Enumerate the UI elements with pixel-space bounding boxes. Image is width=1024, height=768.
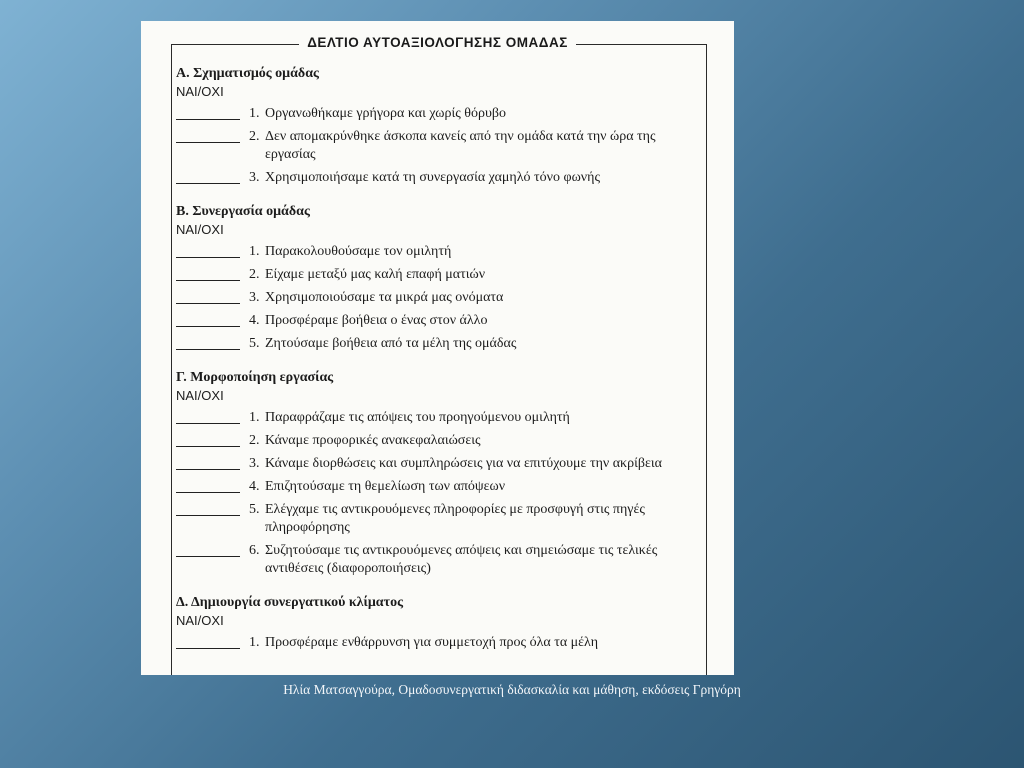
item-number: 1. bbox=[249, 106, 260, 121]
checklist-item bbox=[176, 312, 696, 330]
checklist-item bbox=[176, 105, 696, 123]
checklist-item bbox=[176, 243, 696, 261]
item-number: 2. bbox=[249, 433, 260, 448]
form-content bbox=[176, 65, 696, 668]
item-text: Κάναμε προφορικές ανακεφαλαιώσεις bbox=[265, 433, 481, 448]
item-text: Ελέγχαμε τις αντικρουόμενες πληροφορίες με προσφυγή στις πηγές πληροφόρησης bbox=[265, 502, 645, 535]
section-title: Γ. Μορφοποίηση εργασίας bbox=[176, 370, 334, 385]
section-title: Α. Σχηματισμός ομάδας bbox=[176, 66, 319, 81]
answer-blank-line bbox=[176, 501, 240, 516]
item-text: Επιζητούσαμε τη θεμελίωση των απόψεων bbox=[265, 479, 506, 494]
checklist-item bbox=[176, 432, 696, 450]
item-text: Ζητούσαμε βοήθεια από τα μέλη της ομάδας bbox=[265, 336, 517, 351]
item-number: 3. bbox=[249, 290, 260, 305]
item-number: 2. bbox=[249, 129, 260, 144]
item-text: Συζητούσαμε τις αντικρουόμενες απόψεις και σημειώσαμε τις τελικές αντιθέσεις (διαφοροποιήσεις) bbox=[265, 543, 658, 576]
checklist-item bbox=[176, 335, 696, 353]
yes-no-label: ΝΑΙ/ΟΧΙ bbox=[176, 222, 224, 237]
form-section bbox=[176, 369, 696, 578]
answer-blank-line bbox=[176, 335, 240, 350]
item-number: 1. bbox=[249, 410, 260, 425]
item-text: Προσφέραμε βοήθεια ο ένας στον άλλο bbox=[265, 313, 488, 328]
checklist-item bbox=[176, 501, 696, 537]
answer-blank-line bbox=[176, 128, 240, 143]
item-text: Παραφράζαμε τις απόψεις του προηγούμενου ομιλητή bbox=[265, 410, 570, 425]
item-number: 4. bbox=[249, 313, 260, 328]
form-section bbox=[176, 65, 696, 187]
item-number: 5. bbox=[249, 336, 260, 351]
yes-no-label: ΝΑΙ/ΟΧΙ bbox=[176, 388, 224, 403]
item-number: 1. bbox=[249, 244, 260, 259]
form-section bbox=[176, 203, 696, 353]
yes-no-label: ΝΑΙ/ΟΧΙ bbox=[176, 613, 224, 628]
source-caption: Ηλία Ματσαγγούρα, Ομαδοσυνεργατική διδασκαλία και μάθηση, εκδόσεις Γρηγόρη bbox=[283, 682, 741, 697]
checklist-item bbox=[176, 634, 696, 652]
checklist-item bbox=[176, 455, 696, 473]
item-text: Χρησιμοποιήσαμε κατά τη συνεργασία χαμηλό τόνο φωνής bbox=[265, 170, 600, 185]
item-text: Παρακολουθούσαμε τον ομιλητή bbox=[265, 244, 452, 259]
answer-blank-line bbox=[176, 432, 240, 447]
item-number: 4. bbox=[249, 479, 260, 494]
item-number: 5. bbox=[249, 502, 260, 517]
item-text: Είχαμε μεταξύ μας καλή επαφή ματιών bbox=[265, 267, 486, 282]
answer-blank-line bbox=[176, 289, 240, 304]
answer-blank-line bbox=[176, 105, 240, 120]
answer-blank-line bbox=[176, 478, 240, 493]
answer-blank-line bbox=[176, 455, 240, 470]
item-text: Προσφέραμε ενθάρρυνση για συμμετοχή προς όλα τα μέλη bbox=[265, 635, 599, 650]
item-text: Χρησιμοποιούσαμε τα μικρά μας ονόματα bbox=[265, 290, 504, 305]
section-title: Β. Συνεργασία ομάδας bbox=[176, 204, 310, 219]
answer-blank-line bbox=[176, 409, 240, 424]
checklist-item bbox=[176, 128, 696, 164]
item-number: 1. bbox=[249, 635, 260, 650]
answer-blank-line bbox=[176, 312, 240, 327]
answer-blank-line bbox=[176, 266, 240, 281]
yes-no-label: ΝΑΙ/ΟΧΙ bbox=[176, 84, 224, 99]
section-title: Δ. Δημιουργία συνεργατικού κλίματος bbox=[176, 595, 403, 610]
item-text: Οργανωθήκαμε γρήγορα και χωρίς θόρυβο bbox=[265, 106, 507, 121]
checklist-item bbox=[176, 266, 696, 284]
checklist-item bbox=[176, 409, 696, 427]
answer-blank-line bbox=[176, 634, 240, 649]
answer-blank-line bbox=[176, 542, 240, 557]
item-number: 6. bbox=[249, 543, 260, 558]
answer-blank-line bbox=[176, 243, 240, 258]
form-section bbox=[176, 594, 696, 652]
item-text: Δεν απομακρύνθηκε άσκοπα κανείς από την ομάδα κατά την ώρα της εργασίας bbox=[265, 129, 656, 162]
checklist-item bbox=[176, 542, 696, 578]
answer-blank-line bbox=[176, 169, 240, 184]
item-number: 3. bbox=[249, 170, 260, 185]
scanned-document bbox=[141, 21, 734, 675]
item-number: 2. bbox=[249, 267, 260, 282]
item-text: Κάναμε διορθώσεις και συμπληρώσεις για να επιτύχουμε την ακρίβεια bbox=[265, 456, 662, 471]
form-title: ΔΕΛΤΙΟ ΑΥΤΟΑΞΙΟΛΟΓΗΣΗΣ ΟΜΑΔΑΣ bbox=[141, 35, 734, 50]
item-number: 3. bbox=[249, 456, 260, 471]
checklist-item bbox=[176, 169, 696, 187]
checklist-item bbox=[176, 478, 696, 496]
checklist-item bbox=[176, 289, 696, 307]
